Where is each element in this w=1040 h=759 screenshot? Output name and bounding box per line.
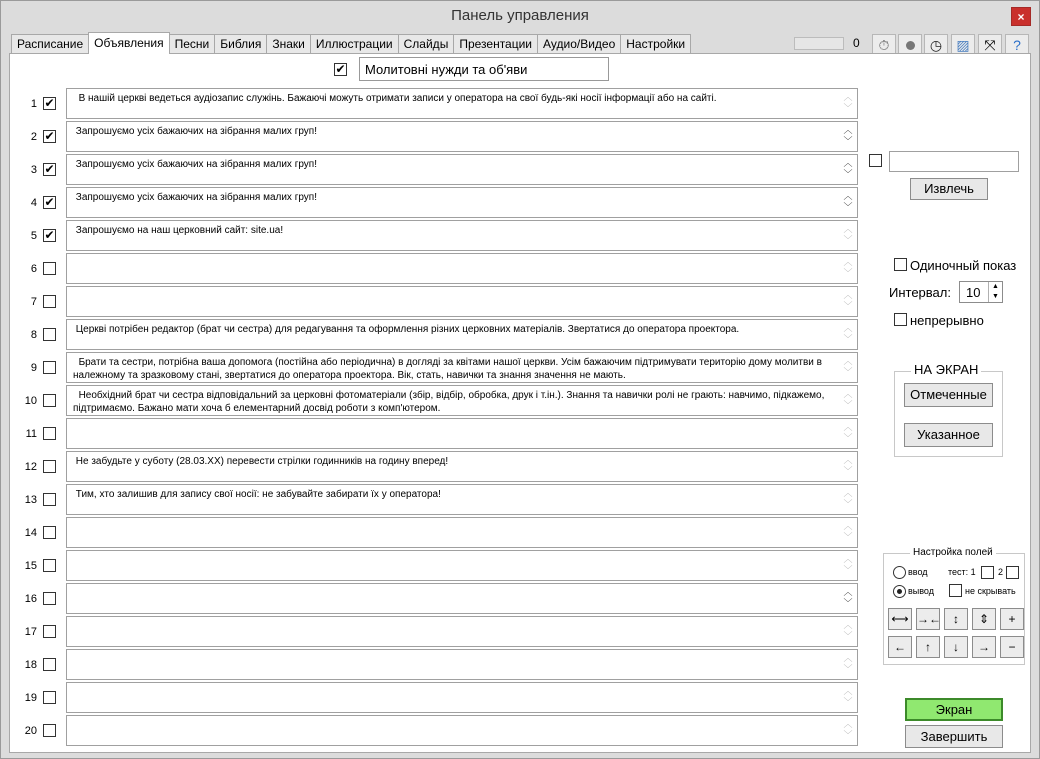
row-checkbox[interactable] xyxy=(43,691,56,704)
announcement-text: Запрошуємо усіх бажаючих на зібрання малих груп! xyxy=(73,126,317,137)
row-number: 11 xyxy=(25,428,37,440)
announcement-textarea[interactable] xyxy=(66,220,858,251)
marked-button[interactable]: Отмеченные xyxy=(904,383,993,407)
on-screen-title: НА ЭКРАН xyxy=(911,362,981,377)
interval-value: 10 xyxy=(966,285,981,300)
announcement-row xyxy=(21,220,861,251)
row-checkbox[interactable]: ✔ xyxy=(44,228,55,242)
announcement-row xyxy=(21,583,861,614)
row-number: 20 xyxy=(24,725,37,737)
window-title: Панель управления xyxy=(451,7,589,24)
row-checkbox[interactable] xyxy=(43,724,56,737)
field-adjust-button[interactable]: − xyxy=(1000,636,1024,658)
tab-9[interactable]: Настройки xyxy=(620,34,691,54)
tab-4[interactable]: Знаки xyxy=(266,34,311,54)
extract-checkbox[interactable] xyxy=(869,154,882,167)
tab-6[interactable]: Слайды xyxy=(398,34,455,54)
field-adjust-button[interactable]: ↑ xyxy=(916,636,940,658)
field-adjust-button[interactable]: ↕ xyxy=(944,608,968,630)
announcement-text: Запрошуємо усіх бажаючих на зібрання малих груп! xyxy=(73,159,317,170)
test-label: тест: 1 xyxy=(948,567,976,577)
row-checkbox[interactable]: ✔ xyxy=(44,195,55,209)
announcement-textarea[interactable] xyxy=(66,682,858,713)
announcement-row xyxy=(21,550,861,581)
announcement-text: Церкві потрібен редактор (брат чи сестра) для редагування та оформлення різних церковних матеріалів. Звертатися до оператора проектора. xyxy=(73,324,740,335)
row-checkbox[interactable] xyxy=(43,361,56,374)
announcement-textarea[interactable] xyxy=(66,154,858,185)
announcement-text: Необхідний брат чи сестра відповідальний за церковні фотоматеріали (збір, відбір, обробка, друк і т.ін.). Знання та навички ролі не грають: навчимо, підкажемо, підтримаємо. Бажано мати хоча б елементарний досвід роботи з комп'ютером. xyxy=(73,390,828,414)
announcement-row xyxy=(21,88,861,119)
stopwatch-icon[interactable]: ⏱ xyxy=(872,34,896,56)
announcement-row xyxy=(21,649,861,680)
output-radio[interactable] xyxy=(893,585,906,598)
announcement-textarea[interactable] xyxy=(66,88,858,119)
progress-value: 0 xyxy=(853,36,860,50)
announcement-textarea[interactable] xyxy=(66,121,858,152)
row-number: 9 xyxy=(30,362,37,374)
scroll-arrows-icon[interactable]: ︿ ﹀ xyxy=(843,554,853,575)
scroll-arrows-icon[interactable]: ︿ ﹀ xyxy=(843,290,853,311)
single-show-checkbox[interactable] xyxy=(894,258,907,271)
scroll-arrows-icon[interactable]: ︿ ﹀ xyxy=(843,125,853,146)
field-adjust-button[interactable]: ↓ xyxy=(944,636,968,658)
field-adjust-button[interactable]: ⟷ xyxy=(888,608,912,630)
announcement-text: Запрошуємо усіх бажаючих на зібрання малих груп! xyxy=(73,192,317,203)
announcement-textarea[interactable] xyxy=(66,418,858,449)
announcement-text: В нашій церкві ведеться аудіозапис служінь. Бажаючі можуть отримати записи у оператора на свої будь-які носії інформації або на сайті. xyxy=(73,93,717,104)
tab-1[interactable]: Объявления xyxy=(88,32,169,54)
extract-button[interactable]: Извлечь xyxy=(910,178,988,200)
announcement-text: Тим, хто залишив для запису свої носії: не забувайте забирати їх у оператора! xyxy=(73,489,441,500)
announcement-textarea[interactable] xyxy=(66,187,858,218)
row-number: 16 xyxy=(24,593,37,605)
row-number: 2 xyxy=(30,131,37,143)
announcement-row xyxy=(21,319,861,350)
continuous-checkbox[interactable] xyxy=(894,313,907,326)
field-settings-group xyxy=(883,547,1025,665)
scroll-arrows-icon[interactable]: ︿ ﹀ xyxy=(843,356,853,377)
test-two-checkbox[interactable] xyxy=(1006,566,1019,579)
input-label: ввод xyxy=(908,567,928,577)
scroll-arrows-icon[interactable]: ︿ ﹀ xyxy=(843,257,853,278)
announcement-textarea[interactable] xyxy=(66,517,858,548)
row-number: 8 xyxy=(30,329,37,341)
output-label: вывод xyxy=(908,586,934,596)
row-checkbox[interactable] xyxy=(43,295,56,308)
announcement-text: Брати та сестри, потрібна ваша допомога (постійна або періодична) в догляді за квітами нашої церкви. Усім бажаючим підтримувати територію дому молитви в належному та зразковому стані, звертатися до оператора проектора. Вік, стать, навички та знання значення не мають. xyxy=(73,357,825,381)
announcement-textarea[interactable] xyxy=(66,352,858,383)
scroll-arrows-icon[interactable]: ︿ ﹀ xyxy=(843,191,853,212)
continuous-label: непрерывно xyxy=(910,313,984,328)
tab-7[interactable]: Презентации xyxy=(453,34,538,54)
clock-icon[interactable]: ◷ xyxy=(924,34,948,56)
no-hide-checkbox[interactable] xyxy=(949,584,962,597)
extract-input[interactable] xyxy=(889,151,1019,172)
fullscreen-icon[interactable]: ⤧ xyxy=(978,34,1002,56)
announcement-row xyxy=(21,286,861,317)
field-adjust-button[interactable]: ← xyxy=(888,636,912,658)
screen-button[interactable]: Экран xyxy=(905,698,1003,721)
scroll-arrows-icon[interactable]: ︿ ﹀ xyxy=(843,323,853,344)
announcement-textarea[interactable] xyxy=(66,385,858,416)
announcement-row xyxy=(21,715,861,746)
announcement-textarea[interactable] xyxy=(66,451,858,482)
tab-8[interactable]: Аудио/Видео xyxy=(537,34,621,54)
row-number: 12 xyxy=(24,461,37,473)
announcement-row xyxy=(21,517,861,548)
row-checkbox[interactable] xyxy=(43,625,56,638)
row-number: 1 xyxy=(30,98,37,110)
row-checkbox[interactable] xyxy=(43,658,56,671)
field-adjust-button[interactable]: →← xyxy=(916,608,940,630)
interval-spinner[interactable] xyxy=(959,281,1003,303)
row-checkbox[interactable] xyxy=(43,592,56,605)
announcement-textarea[interactable] xyxy=(66,319,858,350)
scroll-arrows-icon[interactable]: ︿ ﹀ xyxy=(843,92,853,113)
scroll-arrows-icon[interactable]: ︿ ﹀ xyxy=(843,158,853,179)
on-screen-group xyxy=(894,362,1003,457)
announcement-textarea[interactable] xyxy=(66,583,858,614)
interval-label: Интервал: xyxy=(889,285,951,300)
row-checkbox[interactable]: ✔ xyxy=(44,96,55,110)
announcement-row xyxy=(21,253,861,284)
announcement-row xyxy=(21,682,861,713)
field-adjust-button[interactable]: + xyxy=(1000,608,1024,630)
specified-button[interactable]: Указанное xyxy=(904,423,993,447)
spinner-arrows-icon[interactable]: ▲ ▼ xyxy=(988,282,1002,302)
scroll-arrows-icon[interactable]: ︿ ﹀ xyxy=(843,686,853,707)
row-number: 7 xyxy=(30,296,37,308)
announcement-row xyxy=(21,385,861,416)
row-number: 13 xyxy=(24,494,37,506)
row-checkbox[interactable] xyxy=(43,559,56,572)
heading-input[interactable]: Молитовні нужди та об'яви xyxy=(359,57,609,81)
heading-checkbox[interactable]: ✔ xyxy=(335,62,346,76)
tab-3[interactable]: Библия xyxy=(214,34,267,54)
announcement-textarea[interactable] xyxy=(66,616,858,647)
test-two-label: 2 xyxy=(998,567,1004,577)
announcement-row xyxy=(21,451,861,482)
tab-2[interactable]: Песни xyxy=(169,34,216,54)
row-checkbox[interactable] xyxy=(43,427,56,440)
scroll-arrows-icon[interactable]: ︿ ﹀ xyxy=(843,587,853,608)
no-hide-label: не скрывать xyxy=(965,586,1016,596)
finish-button[interactable]: Завершить xyxy=(905,725,1003,748)
announcement-textarea[interactable] xyxy=(66,715,858,746)
announcement-textarea[interactable] xyxy=(66,253,858,284)
row-checkbox[interactable] xyxy=(43,262,56,275)
help-icon[interactable]: ? xyxy=(1005,34,1029,56)
announcement-textarea[interactable] xyxy=(66,649,858,680)
row-number: 15 xyxy=(24,560,37,572)
scroll-arrows-icon[interactable]: ︿ ﹀ xyxy=(843,653,853,674)
input-radio[interactable] xyxy=(893,566,906,579)
announcement-textarea[interactable] xyxy=(66,286,858,317)
row-number: 5 xyxy=(30,230,37,242)
single-show-label: Одиночный показ xyxy=(910,258,1017,273)
row-checkbox[interactable] xyxy=(43,493,56,506)
announcement-row xyxy=(21,484,861,515)
scroll-arrows-icon[interactable]: ︿ ﹀ xyxy=(843,389,853,410)
announcement-text: Не забудьте у суботу (28.03.ХХ) перевести стрілки годинників на годину вперед! xyxy=(73,456,449,467)
row-number: 10 xyxy=(24,395,37,407)
announcement-row xyxy=(21,418,861,449)
row-number: 17 xyxy=(24,626,37,638)
announcement-row xyxy=(21,187,861,218)
test-one-checkbox[interactable] xyxy=(981,566,994,579)
tab-0[interactable]: Расписание xyxy=(11,34,89,54)
field-adjust-button[interactable]: → xyxy=(972,636,996,658)
scroll-arrows-icon[interactable]: ︿ ﹀ xyxy=(843,620,853,641)
row-checkbox[interactable]: ✔ xyxy=(44,162,55,176)
row-number: 4 xyxy=(30,197,37,209)
announcement-textarea[interactable] xyxy=(66,550,858,581)
row-number: 3 xyxy=(30,164,37,176)
announcement-text: Запрошуємо на наш церковний сайт: site.ua! xyxy=(73,225,284,236)
scroll-arrows-icon[interactable]: ︿ ﹀ xyxy=(843,422,853,443)
row-number: 6 xyxy=(30,263,37,275)
announcement-row xyxy=(21,154,861,185)
tab-5[interactable]: Иллюстрации xyxy=(310,34,399,54)
title-bar[interactable] xyxy=(1,1,1039,32)
row-checkbox[interactable] xyxy=(43,394,56,407)
tab-bar xyxy=(11,34,690,54)
scroll-arrows-icon[interactable]: ︿ ﹀ xyxy=(843,719,853,740)
close-button[interactable]: × xyxy=(1011,7,1031,26)
row-checkbox[interactable] xyxy=(43,460,56,473)
row-checkbox[interactable] xyxy=(43,328,56,341)
field-adjust-button[interactable]: ⇕ xyxy=(972,608,996,630)
row-number: 14 xyxy=(24,527,37,539)
announcement-row xyxy=(21,121,861,152)
row-number: 19 xyxy=(24,692,37,704)
announcement-row xyxy=(21,616,861,647)
announcement-row xyxy=(21,352,861,383)
scroll-arrows-icon[interactable]: ︿ ﹀ xyxy=(843,224,853,245)
screen-icon[interactable]: ▨ xyxy=(951,34,975,56)
row-checkbox[interactable]: ✔ xyxy=(44,129,55,143)
row-checkbox[interactable] xyxy=(43,526,56,539)
progress-bar xyxy=(794,37,844,50)
field-settings-title: Настройка полей xyxy=(910,547,996,558)
scroll-arrows-icon[interactable]: ︿ ﹀ xyxy=(843,521,853,542)
row-number: 18 xyxy=(24,659,37,671)
scroll-arrows-icon[interactable]: ︿ ﹀ xyxy=(843,488,853,509)
announcement-textarea[interactable] xyxy=(66,484,858,515)
scroll-arrows-icon[interactable]: ︿ ﹀ xyxy=(843,455,853,476)
